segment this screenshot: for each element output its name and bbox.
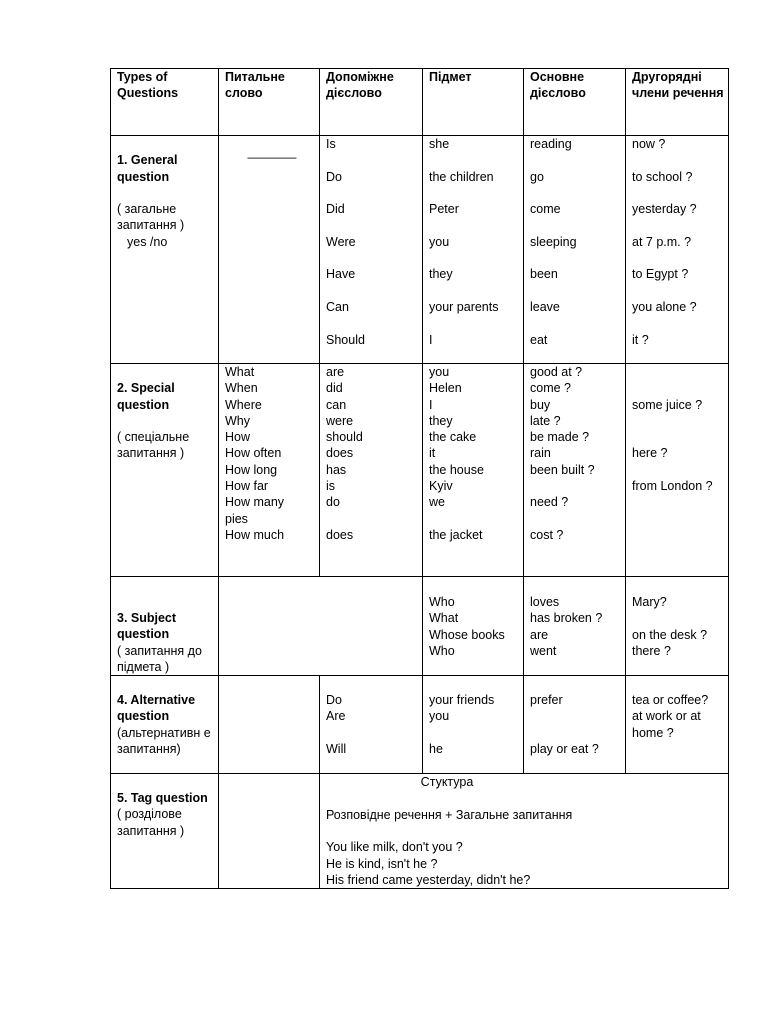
general-aux: Should — [326, 332, 365, 347]
special-subject: they — [429, 413, 453, 428]
special-verb: been built ? — [530, 462, 595, 477]
special-verb-cell — [524, 364, 626, 577]
subject-subject: Who — [429, 595, 455, 609]
tag-type-cell — [111, 774, 219, 889]
alternative-aux-cell — [320, 676, 423, 774]
special-other — [632, 364, 728, 380]
subject-subject: Who — [429, 643, 455, 658]
special-aux: do — [326, 495, 340, 510]
general-subject: she — [429, 137, 450, 151]
special-other-cell — [626, 364, 729, 577]
special-ua: ( спеціальне запитання ) — [117, 430, 190, 461]
alternative-subject: your friends — [429, 693, 495, 708]
general-verb: eat — [530, 332, 548, 347]
alternative-verb — [530, 725, 625, 741]
special-aux: can — [326, 397, 347, 412]
alternative-aux — [326, 725, 422, 741]
alternative-subject — [429, 725, 523, 741]
subject-empty-cell — [219, 577, 423, 676]
subject-verb: went — [530, 643, 557, 658]
special-subject: the jacket — [429, 527, 483, 542]
alternative-type-cell — [111, 676, 219, 774]
subject-type-cell — [111, 577, 219, 676]
special-subject-cell — [423, 364, 524, 577]
special-other — [632, 413, 728, 429]
special-qword-cell — [219, 364, 320, 577]
general-qword-blank: _______ — [247, 145, 297, 159]
alternative-verb: play or eat ? — [530, 742, 599, 757]
alternative-subject: he — [429, 742, 443, 757]
general-other: to Egypt ? — [632, 267, 689, 282]
subject-subject: Whose books — [429, 627, 505, 642]
general-other: you alone ? — [632, 299, 697, 314]
special-aux-cell — [320, 364, 423, 577]
special-type-cell — [111, 364, 219, 577]
header-secondary-members: Другорядні члени речення — [626, 69, 729, 136]
general-subject: you — [429, 234, 450, 249]
special-other: some juice ? — [632, 397, 703, 412]
special-subject — [429, 511, 523, 527]
special-subject: we — [429, 495, 445, 510]
tag-structure-cell — [320, 774, 729, 889]
special-aux: is — [326, 479, 336, 494]
special-title: 2. Special question — [117, 381, 175, 412]
general-other: yesterday ? — [632, 202, 697, 217]
general-question-row — [111, 136, 729, 364]
header-subject: Підмет — [423, 69, 524, 136]
general-verb: reading — [530, 137, 572, 151]
general-other: it ? — [632, 332, 649, 347]
special-subject: the cake — [429, 430, 477, 445]
special-subject: Helen — [429, 381, 462, 396]
special-qword: How — [225, 430, 251, 445]
special-qword: What — [225, 365, 255, 379]
general-title: 1. General question — [117, 153, 178, 184]
general-verb: sleeping — [530, 234, 577, 249]
general-subject: they — [429, 267, 453, 282]
alternative-aux: Are — [326, 709, 346, 724]
special-other: here ? — [632, 446, 668, 461]
general-aux: Is — [326, 137, 336, 151]
alternative-verb: prefer — [530, 693, 563, 708]
special-verb: come ? — [530, 381, 571, 396]
alternative-title: 4. Alternative question — [117, 693, 196, 724]
special-aux: did — [326, 381, 343, 396]
special-other — [632, 462, 728, 478]
special-subject: Kyiv — [429, 479, 453, 494]
alternative-subject-cell — [423, 676, 524, 774]
special-aux: are — [326, 365, 345, 379]
special-subject: it — [429, 446, 436, 461]
special-question-row — [111, 364, 729, 577]
general-verb: come — [530, 202, 561, 217]
special-verb: good at ? — [530, 365, 583, 379]
special-aux: has — [326, 462, 347, 477]
special-other — [632, 511, 728, 527]
special-other: from London ? — [632, 479, 713, 494]
subject-verb-cell — [524, 577, 626, 676]
header-question-word: Питальне слово — [219, 69, 320, 136]
tag-example: His friend came yesterday, didn't he? — [326, 872, 531, 887]
special-aux: should — [326, 430, 363, 445]
general-other: to school ? — [632, 169, 693, 184]
special-qword: Why — [225, 413, 250, 428]
special-aux: were — [326, 413, 354, 428]
subject-title: 3. Subject question — [117, 611, 177, 642]
alternative-aux: Do — [326, 693, 342, 708]
special-qword: How many pies — [225, 495, 285, 526]
special-qword: How far — [225, 479, 269, 494]
alternative-qword-cell — [219, 676, 320, 774]
general-verb: leave — [530, 299, 560, 314]
subject-other — [632, 610, 728, 626]
subject-subject: What — [429, 611, 459, 626]
general-type-cell — [111, 136, 219, 364]
alternative-verb — [530, 708, 625, 724]
tag-example: You like milk, don't you ? — [326, 840, 463, 855]
alternative-ua: (альтернативн е запитання) — [117, 725, 211, 757]
special-aux: does — [326, 446, 354, 461]
special-qword: How often — [225, 446, 282, 461]
subject-other: on the desk ? — [632, 627, 708, 642]
alternative-question-row — [111, 676, 729, 774]
subject-other-cell — [626, 577, 729, 676]
tag-title: 5. Tag question — [117, 791, 208, 806]
special-qword: When — [225, 381, 258, 396]
subject-other: Mary? — [632, 595, 667, 609]
special-other — [632, 494, 728, 510]
subject-verb: has broken ? — [530, 611, 603, 626]
subject-verb: loves — [530, 595, 560, 609]
general-aux: Have — [326, 267, 356, 282]
general-aux: Did — [326, 202, 345, 217]
tag-structure-label: Стуктура — [420, 775, 474, 790]
alternative-verb-cell — [524, 676, 626, 774]
special-aux — [326, 511, 422, 527]
special-other — [632, 429, 728, 445]
special-subject: the house — [429, 462, 484, 477]
general-other: now ? — [632, 137, 666, 151]
alternative-other: at work or at home ? — [632, 709, 701, 740]
alternative-other-cell — [626, 676, 729, 774]
header-auxiliary-verb: Допоміжне дієслово — [320, 69, 423, 136]
header-types: Types of Questions — [111, 69, 219, 136]
header-row — [111, 69, 729, 136]
general-qword-cell — [219, 136, 320, 364]
special-verb — [530, 511, 625, 527]
general-verb: been — [530, 267, 558, 282]
subject-ua: ( запитання до підмета ) — [117, 643, 202, 674]
question-types-table — [110, 68, 729, 889]
subject-other: there ? — [632, 643, 671, 658]
general-verb: go — [530, 169, 544, 184]
general-subject: the children — [429, 169, 494, 184]
tag-example: He is kind, isn't he ? — [326, 856, 438, 871]
general-aux: Can — [326, 299, 349, 314]
tag-question-row — [111, 774, 729, 889]
special-other — [632, 380, 728, 396]
special-verb: buy — [530, 397, 551, 412]
general-aux: Were — [326, 234, 356, 249]
special-other — [632, 527, 728, 543]
special-verb — [530, 478, 625, 494]
general-ua: ( загальне запитання ) — [117, 202, 185, 233]
special-verb: late ? — [530, 413, 561, 428]
subject-verb: are — [530, 627, 549, 642]
alternative-aux: Will — [326, 742, 347, 757]
general-subject-cell — [423, 136, 524, 364]
alternative-subject: you — [429, 709, 450, 724]
special-verb: rain — [530, 446, 551, 461]
general-other: at 7 p.m. ? — [632, 234, 692, 249]
general-subject: I — [429, 332, 433, 347]
general-note: yes /no — [127, 234, 168, 249]
alternative-other: tea or coffee? — [632, 693, 709, 708]
general-aux-cell — [320, 136, 423, 364]
special-verb: be made ? — [530, 430, 590, 445]
special-qword: How much — [225, 527, 285, 542]
general-subject: Peter — [429, 202, 459, 217]
general-verb-cell — [524, 136, 626, 364]
special-qword: How long — [225, 462, 278, 477]
special-subject: I — [429, 397, 433, 412]
tag-ua: ( розділове запитання ) — [117, 807, 185, 838]
tag-formula: Розповідне речення + Загальне запитання — [326, 807, 573, 822]
subject-question-row — [111, 577, 729, 676]
header-main-verb: Основне дієслово — [524, 69, 626, 136]
subject-subject-cell — [423, 577, 524, 676]
special-aux: does — [326, 527, 354, 542]
tag-qword-cell — [219, 774, 320, 889]
general-subject: your parents — [429, 299, 499, 314]
general-aux: Do — [326, 169, 342, 184]
special-subject: you — [429, 365, 450, 379]
special-verb: need ? — [530, 495, 569, 510]
special-qword: Where — [225, 397, 262, 412]
general-other-cell — [626, 136, 729, 364]
special-verb: cost ? — [530, 527, 564, 542]
